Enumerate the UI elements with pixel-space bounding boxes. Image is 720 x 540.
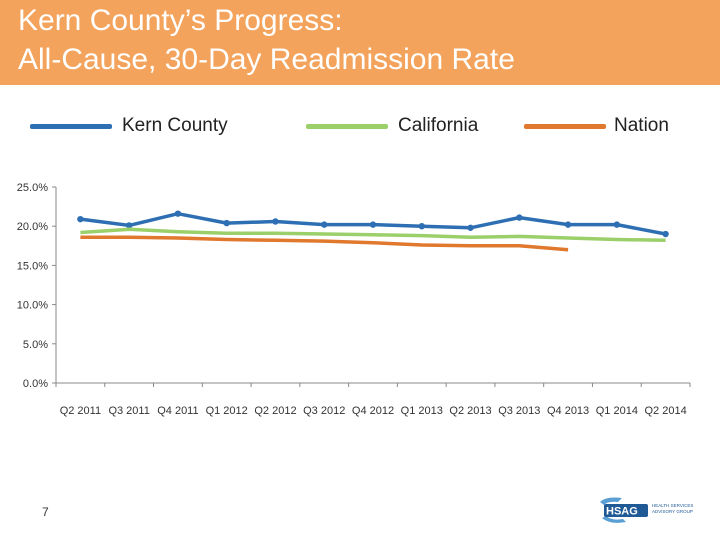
title-banner [0, 0, 720, 85]
y-tick-label: 25.0% [16, 182, 48, 194]
data-point-kern-county [662, 231, 668, 237]
readmission-line-chart [0, 170, 720, 430]
data-point-kern-county [467, 225, 473, 231]
x-tick-label: Q3 2012 [303, 405, 346, 417]
data-point-kern-county [419, 223, 425, 229]
page-title-line-1: Kern County’s Progress: [18, 4, 343, 37]
legend-swatch-california [306, 124, 388, 129]
data-point-kern-county [614, 221, 620, 227]
x-tick-label: Q4 2013 [546, 405, 590, 417]
svg-text:HEALTH SERVICES: HEALTH SERVICES [652, 503, 694, 508]
logo-wordmark: HSAG [606, 505, 638, 518]
data-point-kern-county [175, 210, 181, 216]
series-line-nation [80, 237, 568, 250]
page-number: 7 [42, 505, 49, 519]
chart-legend [0, 112, 720, 142]
y-tick-label: 20.0% [16, 221, 48, 234]
x-tick-label: Q2 2013 [449, 405, 492, 417]
legend-label-california: California [398, 115, 479, 136]
svg-text:ADVISORY GROUP: ADVISORY GROUP [652, 509, 693, 514]
x-tick-label: Q3 2011 [108, 405, 150, 417]
x-tick-label: Q4 2012 [351, 405, 395, 417]
data-point-kern-county [223, 220, 229, 226]
y-tick-label: 5.0% [22, 338, 48, 351]
x-tick-label: Q2 2014 [644, 405, 687, 417]
hsag-logo [596, 492, 706, 528]
page-title-line-2: All-Cause, 30-Day Readmission Rate [18, 43, 515, 76]
data-point-kern-county [77, 216, 83, 222]
y-tick-label: 0.0% [22, 378, 48, 390]
legend-label-nation: Nation [614, 115, 669, 136]
x-tick-label: Q2 2011 [59, 405, 102, 417]
legend-swatch-kern-county [30, 124, 112, 129]
data-point-kern-county [321, 221, 327, 227]
x-tick-label: Q1 2014 [595, 405, 638, 417]
x-tick-label: Q3 2013 [498, 405, 541, 417]
data-point-kern-county [565, 221, 571, 227]
x-tick-label: Q1 2013 [400, 405, 443, 417]
y-tick-label: 15.0% [16, 260, 48, 273]
x-tick-label: Q2 2012 [254, 405, 297, 417]
legend-label-kern-county: Kern County [122, 115, 228, 136]
data-point-kern-county [370, 221, 376, 227]
x-tick-label: Q1 2012 [205, 405, 248, 417]
data-point-kern-county [516, 214, 522, 220]
y-tick-label: 10.0% [16, 299, 48, 312]
x-tick-label: Q4 2011 [157, 405, 199, 417]
legend-swatch-nation [524, 124, 606, 129]
data-point-kern-county [272, 218, 278, 224]
